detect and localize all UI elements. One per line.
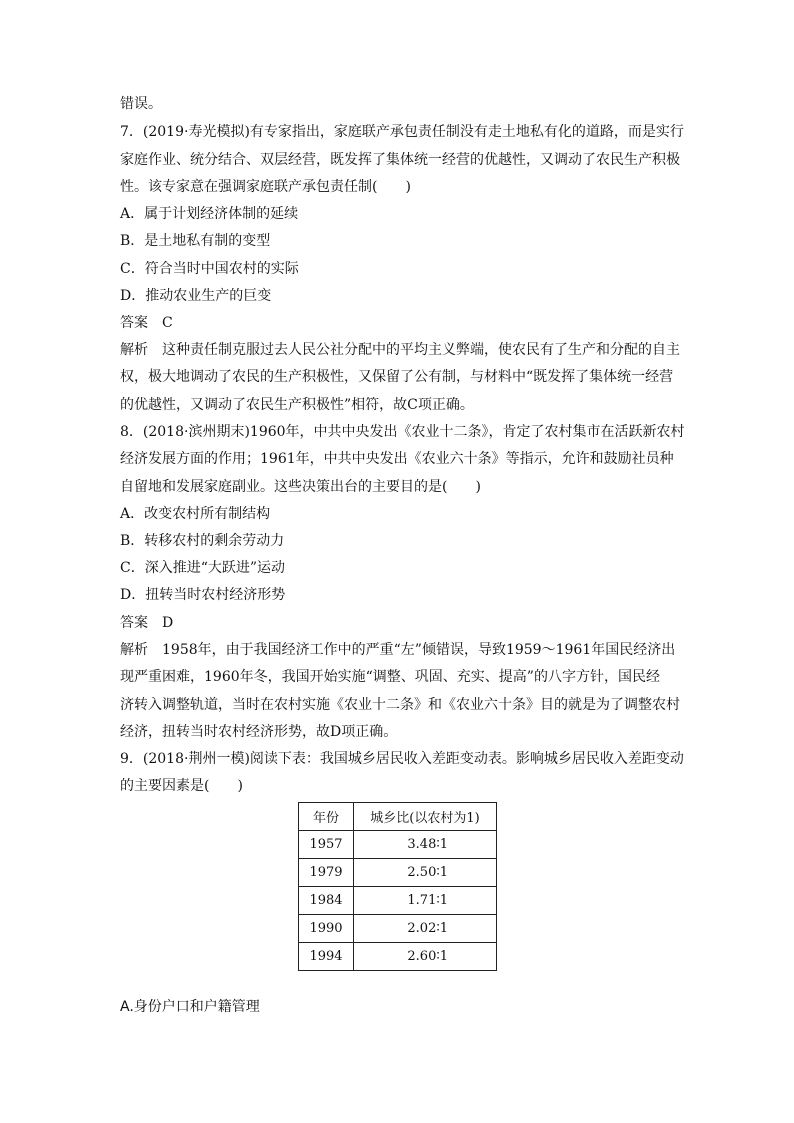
year-cell: 1984 — [299, 887, 354, 915]
option-d: D．扭转当时农村经济形势 — [120, 587, 286, 603]
analysis-line: 解析 这种责任制克服过去人民公社分配中的平均主义弊端，使农民有了生产和分配的自主 — [120, 342, 680, 358]
answer-line: 答案 C — [120, 315, 173, 331]
answer-line: 答案 D — [120, 615, 174, 631]
ratio-cell: 2.02∶1 — [354, 915, 497, 943]
ratio-cell: 2.50∶1 — [354, 859, 497, 887]
year-cell: 1979 — [299, 859, 354, 887]
text-line: 的主要因素是( ) — [120, 778, 243, 794]
table-row — [299, 887, 497, 915]
option-b: B．转移农村的剩余劳动力 — [120, 533, 285, 549]
table-row — [299, 943, 497, 971]
year-cell: 1957 — [299, 831, 354, 859]
table-row — [299, 831, 497, 859]
year-cell: 1990 — [299, 915, 354, 943]
option-c: C．符合当时中国农村的实际 — [120, 261, 299, 277]
text-line: 经济，扭转当时农村经济形势，故D项正确。 — [120, 724, 398, 740]
text-line: 性。该专家意在强调家庭联产承包责任制( ) — [120, 179, 411, 195]
option-b: B．是土地私有制的变型 — [120, 233, 271, 249]
option-a: A．属于计划经济体制的延续 — [120, 206, 299, 222]
text-line: 自留地和发展家庭副业。这些决策出台的主要目的是( ) — [120, 479, 481, 495]
text-line: 错误。 — [120, 96, 162, 112]
table-header-cell: 年份 — [299, 803, 354, 831]
question-7-stem: 7．(2019·寿光模拟)有专家指出，家庭联产承包责任制没有走土地私有化的道路，而是实行 — [120, 124, 684, 140]
income-gap-table — [298, 802, 497, 971]
text-line: 现严重困难，1960年冬，我国开始实施“调整、巩固、充实、提高”的八字方针，国民经 — [120, 669, 660, 685]
ratio-cell: 1.71∶1 — [354, 887, 497, 915]
option-a: A．改变农村所有制结构 — [120, 506, 271, 522]
year-cell: 1994 — [299, 943, 354, 971]
option-a: A.身份户口和户籍管理 — [120, 999, 260, 1015]
text-line: 的优越性，又调动了农民生产积极性”相符，故C项正确。 — [120, 397, 474, 413]
ratio-cell: 3.48∶1 — [354, 831, 497, 859]
question-8-stem: 8．(2018·滨州期末)1960年，中共中央发出《农业十二条》，肯定了农村集市在活跃新农村 — [120, 424, 685, 440]
table-row — [299, 915, 497, 943]
text-line: 济转入调整轨道，当时在农村实施《农业十二条》和《农业六十条》目的就是为了调整农村 — [120, 697, 680, 713]
ratio-cell: 2.60∶1 — [354, 943, 497, 971]
text-line: 家庭作业、统分结合、双层经营，既发挥了集体统一经营的优越性，又调动了农民生产积极 — [120, 152, 680, 168]
table-row — [299, 859, 497, 887]
analysis-line: 解析 1958年，由于我国经济工作中的严重“左”倾错误，导致1959～1961年国民经济出 — [120, 642, 676, 658]
option-d: D．推动农业生产的巨变 — [120, 288, 272, 304]
table-header-cell: 城乡比(以农村为1) — [354, 803, 497, 831]
question-9-stem: 9．(2018·荆州一模)阅读下表：我国城乡居民收入差距变动表。影响城乡居民收入差距变动 — [120, 751, 684, 767]
text-line: 经济发展方面的作用；1961年，中共中央发出《农业六十条》等指示，允许和鼓励社员种 — [120, 451, 674, 467]
table-header-row — [299, 803, 497, 831]
option-c: C．深入推进“大跃进”运动 — [120, 560, 286, 576]
text-line: 权，极大地调动了农民的生产积极性，又保留了公有制，与材料中“既发挥了集体统一经营 — [120, 369, 674, 385]
